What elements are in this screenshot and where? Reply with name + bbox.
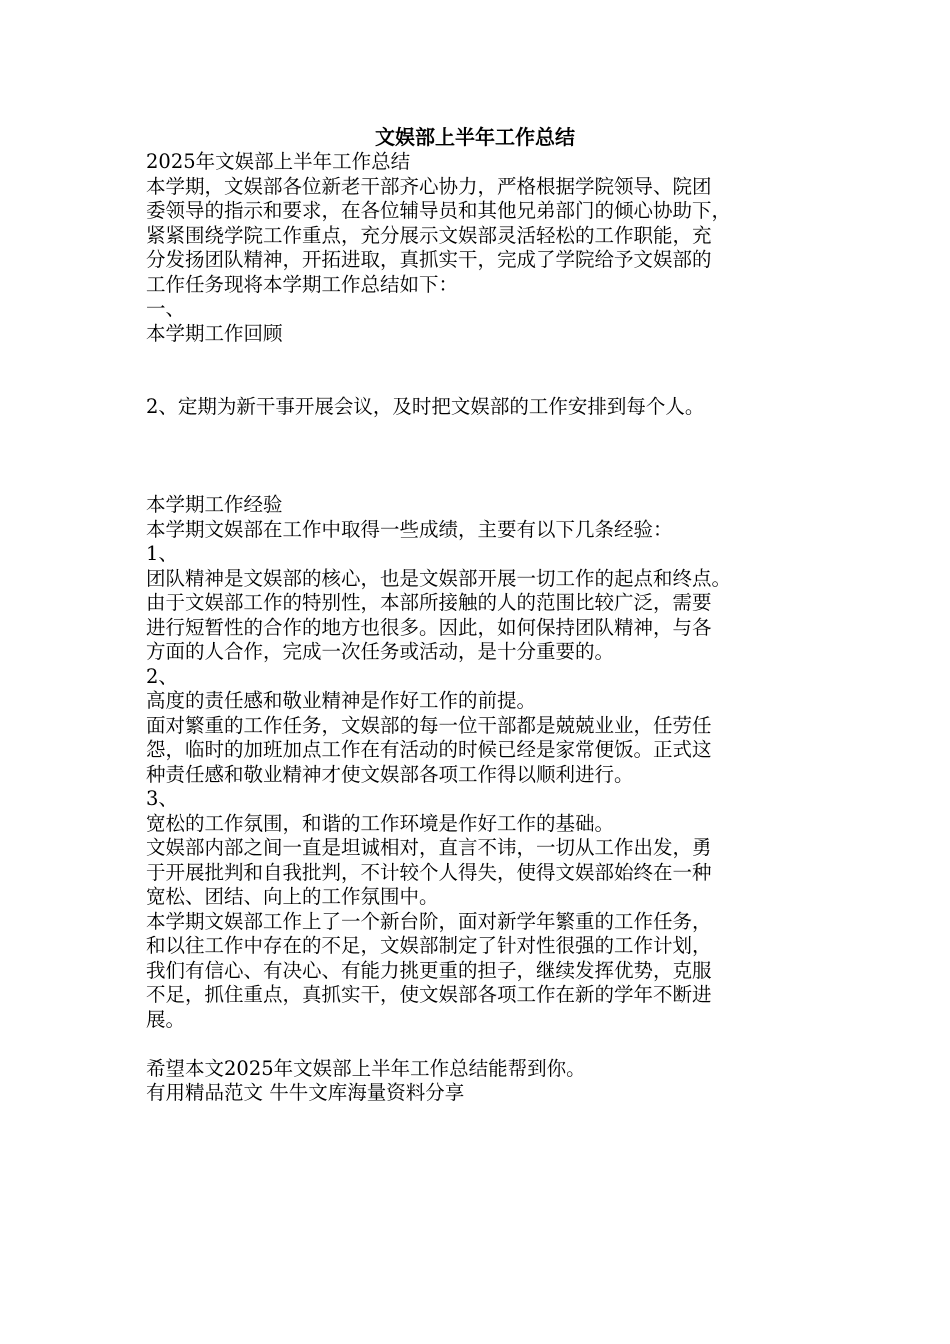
text-line: 怨，临时的加班加点工作在有活动的时候已经是家常便饭。正式这: [146, 738, 712, 761]
text-line: 一、: [146, 297, 186, 320]
text-line: 文娱部内部之间一直是坦诚相对，直言不讳，一切从工作出发，勇: [146, 836, 712, 859]
blank-line: [146, 1032, 816, 1057]
document-title: 文娱部上半年工作总结: [375, 125, 575, 149]
text-line: 分发扬团队精神，开拓进取，真抓实干，完成了学院给予文娱部的: [146, 248, 712, 271]
text-line: 本学期工作回顾: [146, 321, 283, 345]
text-line: 2025年文娱部上半年工作总结: [146, 150, 411, 173]
text-line: 本学期工作经验: [146, 493, 283, 516]
text-line: 1、: [146, 542, 178, 565]
text-line: 工作任务现将本学期工作总结如下：: [146, 272, 459, 296]
text-line: 有用精品范文 牛牛文库海量资料分享: [146, 1081, 465, 1104]
text-line: 展。: [146, 1007, 186, 1031]
text-line: 和以往工作中存在的不足，文娱部制定了针对性很强的工作计划，: [146, 934, 712, 957]
text-line: 进行短暂性的合作的地方也很多。因此，如何保持团队精神，与各: [146, 615, 712, 639]
text-line: 本学期文娱部工作上了一个新台阶，面对新学年繁重的工作任务，: [146, 909, 712, 933]
text-line: 由于文娱部工作的特别性，本部所接触的人的范围比较广泛，需要: [146, 591, 712, 614]
blank-line: [146, 444, 816, 469]
blank-line: [146, 346, 816, 371]
text-line: 高度的责任感和敬业精神是作好工作的前提。: [146, 689, 537, 712]
text-line: 面对繁重的工作任务，文娱部的每一位干部都是兢兢业业，任劳任: [146, 713, 712, 737]
document-body: [146, 150, 816, 1106]
text-line: 委领导的指示和要求，在各位辅导员和其他兄弟部门的倾心协助下，: [146, 199, 732, 222]
blank-line: [146, 371, 816, 396]
text-line: 团队精神是文娱部的核心，也是文娱部开展一切工作的起点和终点。: [146, 566, 732, 590]
text-line: 希望本文2025年文娱部上半年工作总结能帮到你。: [146, 1056, 586, 1080]
text-line: 种责任感和敬业精神才使文娱部各项工作得以顺利进行。: [146, 762, 634, 786]
text-line: 不足，抓住重点，真抓实干，使文娱部各项工作在新的学年不断进: [146, 983, 712, 1006]
text-line: 宽松、团结、向上的工作氛围中。: [146, 885, 439, 908]
blank-line: [146, 469, 816, 494]
text-line: 我们有信心、有决心、有能力挑更重的担子，继续发挥优势，克服: [146, 958, 712, 982]
text-line: 紧紧围绕学院工作重点，充分展示文娱部灵活轻松的工作职能，充: [146, 223, 712, 247]
blank-line: [146, 420, 816, 445]
text-line: 方面的人合作，完成一次任务或活动，是十分重要的。: [146, 640, 615, 663]
text-line: 3、: [146, 787, 178, 810]
text-line: 2、定期为新干事开展会议，及时把文娱部的工作安排到每个人。: [146, 395, 705, 418]
text-line: 2、: [146, 664, 178, 688]
text-line: 本学期，文娱部各位新老干部齐心协力，严格根据学院领导、院团: [146, 174, 712, 198]
text-line: 宽松的工作氛围，和谐的工作环境是作好工作的基础。: [146, 811, 615, 835]
text-line: 本学期文娱部在工作中取得一些成绩，主要有以下几条经验：: [146, 517, 673, 541]
text-line: 于开展批判和自我批判，不计较个人得失，使得文娱部始终在一种: [146, 860, 712, 884]
